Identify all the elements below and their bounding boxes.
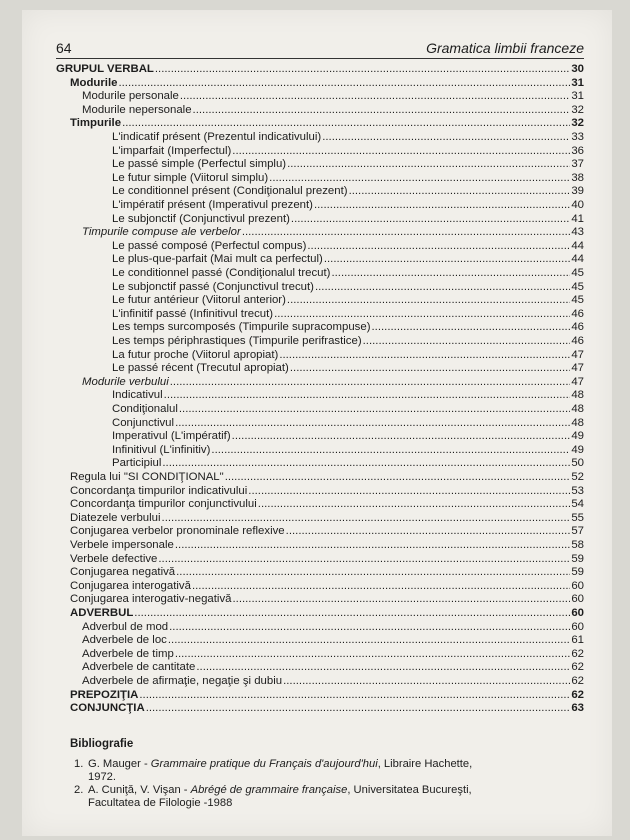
toc-entry-page: 33: [571, 131, 584, 143]
toc-entry: [82, 376, 584, 389]
dot-leader: [322, 131, 570, 144]
toc-entry-page: 54: [571, 498, 584, 511]
toc-entry-title: L'infinitif passé (Infinitivul trecut): [112, 307, 274, 320]
entry-author: A. Cuniţă, V. Vişan -: [88, 784, 191, 796]
toc-entry-title: Le futur antérieur (Viitorul anterior): [112, 294, 286, 307]
dot-leader: [122, 117, 570, 130]
toc-entry: [70, 580, 584, 593]
toc-entry: [70, 553, 584, 566]
toc-entry-title: Conjugarea verbelor pronominale reflexive: [70, 525, 285, 538]
toc-entry-title: Le passé simple (Perfectul simplu): [112, 158, 287, 171]
toc-entry: [112, 199, 584, 212]
toc-entry-page: 59: [571, 552, 584, 565]
toc-entry: [70, 607, 584, 620]
dot-leader: [232, 593, 570, 606]
dot-leader: [279, 349, 570, 362]
page-number: 64: [56, 40, 72, 56]
toc-entry-page: 62: [571, 688, 584, 701]
toc-entry-title: Adverbele de loc: [82, 634, 167, 647]
dot-leader: [162, 457, 570, 470]
entry-text: [88, 758, 588, 784]
toc-entry-title: L'imparfait (Imperfectul): [112, 144, 232, 157]
toc-entry-page: 60: [571, 620, 584, 633]
running-title: Gramatica limbii franceze: [426, 40, 584, 56]
dot-leader: [331, 267, 570, 280]
toc-entry-title: Concordanţa timpurilor indicativului: [70, 484, 248, 497]
toc-entry-page: 48: [571, 403, 584, 415]
toc-entry: [70, 566, 584, 579]
toc-entry: [82, 648, 584, 661]
toc-entry: [82, 621, 584, 634]
toc-entry-page: 40: [571, 199, 584, 211]
toc-entry-page: 63: [571, 702, 584, 715]
dot-leader: [314, 199, 570, 212]
toc-entry: [112, 403, 584, 416]
toc-entry: [82, 675, 584, 688]
toc-entry: [70, 471, 584, 484]
toc-entry-page: 55: [571, 511, 584, 524]
dot-leader: [248, 485, 570, 498]
toc-entry-page: 45: [571, 280, 584, 293]
dot-leader: [175, 539, 570, 552]
toc-entry-page: 46: [571, 321, 584, 334]
toc-entry-title: GRUPUL VERBAL: [56, 63, 154, 75]
dot-leader: [118, 77, 570, 90]
toc-entry: [112, 253, 584, 266]
toc-entry-title: Le passé composé (Perfectul compus): [112, 239, 307, 252]
toc-entry-title: Les temps périphrastiques (Timpurile perifrastice): [112, 335, 362, 347]
entry-work: Grammaire pratique du Français d'aujourd'hui: [150, 758, 378, 770]
dot-leader: [180, 90, 570, 103]
toc-entry-title: Condiţionalul: [112, 403, 178, 415]
toc-entry-page: 38: [571, 171, 584, 184]
dot-leader: [139, 689, 570, 702]
toc-entry-title: Le subjonctif passé (Conjunctivul trecut): [112, 280, 314, 293]
toc-entry-title: La futur proche (Viitorul apropiat): [112, 348, 279, 361]
toc-entry-page: 61: [571, 634, 584, 647]
toc-entry-page: 57: [571, 525, 584, 538]
toc-entry: [70, 512, 584, 525]
toc-entry-title: Conjugarea interogativ-negativă: [70, 593, 232, 606]
toc-entry-page: 47: [571, 375, 584, 388]
toc-entry-page: 62: [571, 647, 584, 660]
toc-entry: [112, 389, 584, 402]
toc-entry-page: 52: [571, 471, 584, 483]
toc-entry-title: Adverbele de afirmaţie, negaţie şi dubiu: [82, 675, 283, 687]
toc-entry-page: 50: [571, 457, 584, 470]
toc-entry-title: Timpurile compuse ale verbelor: [82, 226, 241, 239]
dot-leader: [269, 172, 570, 185]
dot-leader: [211, 444, 570, 457]
entry-work: Abrégé de grammaire française: [190, 784, 348, 796]
toc-entry: [112, 131, 584, 144]
dot-leader: [164, 389, 571, 402]
toc-entry-title: Verbele impersonale: [70, 539, 174, 551]
dot-leader: [258, 498, 571, 511]
toc-entry-title: Participiul: [112, 457, 162, 470]
entry-number: 2.: [74, 784, 84, 796]
dot-leader: [283, 675, 570, 688]
toc-entry-title: Le plus-que-parfait (Mai mult ca perfectul): [112, 253, 323, 266]
dot-leader: [179, 403, 570, 416]
toc-entry: [112, 240, 584, 253]
dot-leader: [286, 525, 571, 538]
dot-leader: [193, 104, 571, 117]
toc-entry-page: 49: [571, 443, 584, 456]
toc-entry: [112, 172, 584, 185]
toc-entry-page: 60: [571, 579, 584, 592]
toc-entry: [112, 267, 584, 280]
toc-entry-page: 48: [571, 416, 584, 429]
toc-entry-title: PREPOZIŢIA: [70, 688, 139, 701]
toc-entry-title: Conjugarea interogativă: [70, 579, 191, 592]
toc-entry: [70, 593, 584, 606]
toc-entry-title: Infinitivul (L'infinitiv): [112, 443, 211, 456]
toc-entry-page: 60: [571, 607, 584, 619]
toc-entry-title: Adverbul de mod: [82, 620, 169, 633]
toc-entry-title: Le futur simple (Viitorul simplu): [112, 171, 269, 184]
toc-entry: [112, 457, 584, 470]
dot-leader: [324, 253, 571, 266]
dot-leader: [363, 335, 571, 348]
dot-leader: [155, 63, 570, 76]
dot-leader: [169, 621, 570, 634]
toc-entry: [56, 63, 584, 76]
toc-entry-page: 31: [571, 90, 584, 103]
dot-leader: [291, 213, 570, 226]
dot-leader: [175, 417, 570, 430]
dot-leader: [196, 661, 570, 674]
toc-entry: [112, 308, 584, 321]
toc-entry: [112, 185, 584, 198]
toc-entry: [112, 158, 584, 171]
dot-leader: [134, 607, 570, 620]
toc-entry-title: L'indicatif présent (Prezentul indicativului): [112, 131, 322, 143]
toc-entry: [112, 145, 584, 158]
bibliography-title: Bibliografie: [70, 738, 134, 750]
toc-entry-page: 32: [571, 117, 584, 130]
toc-entry-title: Le conditionnel présent (Condiţionalul prezent): [112, 185, 348, 198]
dot-leader: [315, 281, 570, 294]
toc-entry-page: 39: [571, 185, 584, 198]
toc-entry-title: ADVERBUL: [70, 607, 134, 619]
dot-leader: [170, 376, 571, 389]
toc-entry-title: Concordanţa timpurilor conjunctivului: [70, 498, 257, 511]
toc-entry-title: L'impératif présent (Imperativul prezent): [112, 199, 313, 211]
toc-entry: [70, 702, 584, 715]
toc-entry-title: Timpurile: [70, 117, 122, 130]
toc-entry-page: 53: [571, 484, 584, 497]
toc-entry: [82, 90, 584, 103]
toc-entry-title: Modurile nepersonale: [82, 103, 192, 116]
dot-leader: [232, 145, 570, 158]
toc-entry-page: 31: [571, 76, 584, 89]
toc-entry: [112, 335, 584, 348]
dot-leader: [225, 471, 571, 484]
toc-entry-title: Conjunctivul: [112, 416, 175, 429]
toc-entry-page: 47: [571, 348, 584, 361]
toc-entry-page: 62: [571, 661, 584, 674]
toc-entry: [112, 444, 584, 457]
toc-entry: [112, 362, 584, 375]
toc-entry: [70, 539, 584, 552]
toc-entry: [70, 117, 584, 130]
dot-leader: [287, 158, 570, 171]
toc-entry-title: Modurile verbului: [82, 375, 169, 388]
toc-entry-page: 41: [571, 212, 584, 225]
toc-entry-page: 32: [571, 103, 584, 116]
toc-entry-page: 58: [571, 539, 584, 551]
toc-entry-title: Le passé récent (Trecutul apropiat): [112, 362, 289, 375]
toc-entry-title: Les temps surcomposés (Timpurile supracompuse): [112, 321, 371, 334]
toc-entry-title: Diatezele verbului: [70, 511, 161, 524]
toc-entry-page: 37: [571, 158, 584, 171]
toc-entry-title: Imperativul (L'impératif): [112, 430, 231, 443]
dot-leader: [146, 702, 571, 715]
header-rule: [56, 58, 584, 59]
toc-entry-page: 30: [571, 63, 584, 75]
dot-leader: [307, 240, 570, 253]
toc-entry-page: 46: [571, 307, 584, 320]
toc-entry: [70, 485, 584, 498]
entry-text: [88, 784, 588, 810]
dot-leader: [162, 512, 571, 525]
toc-entry: [70, 77, 584, 90]
toc-entry-title: Adverbele de timp: [82, 647, 174, 660]
dot-leader: [158, 553, 570, 566]
toc-entry-page: 44: [571, 239, 584, 252]
toc-entry: [112, 349, 584, 362]
entry-author: G. Mauger -: [88, 758, 151, 770]
toc-entry-page: 62: [571, 675, 584, 687]
toc-entry-title: Modurile: [70, 76, 118, 89]
toc-entry-title: Modurile personale: [82, 90, 179, 103]
toc-entry: [112, 430, 584, 443]
toc-entry-page: 45: [571, 267, 584, 279]
toc-entry: [70, 689, 584, 702]
toc-entry-page: 45: [571, 294, 584, 307]
dot-leader: [287, 294, 570, 307]
toc-entry-title: CONJUNCŢIA: [70, 702, 145, 715]
toc-entry: [82, 634, 584, 647]
toc-entry: [112, 281, 584, 294]
toc-entry-title: Verbele defective: [70, 552, 158, 565]
entry-number: 1.: [74, 758, 84, 770]
toc-entry-page: 44: [571, 253, 584, 266]
dot-leader: [168, 634, 570, 647]
dot-leader: [290, 362, 570, 375]
dot-leader: [175, 648, 571, 661]
toc-entry-page: 48: [571, 389, 584, 402]
toc-entry-title: Le conditionnel passé (Condiţionalul trecut): [112, 267, 331, 279]
dot-leader: [176, 566, 570, 579]
toc-entry-title: Conjugarea negativă: [70, 566, 176, 579]
toc-entry: [82, 104, 584, 117]
dot-leader: [349, 185, 571, 198]
entry-publisher: , Universitatea Bucureşti,: [347, 784, 472, 796]
toc-entry-page: 47: [571, 362, 584, 375]
toc-entry: [112, 417, 584, 430]
dot-leader: [274, 308, 570, 321]
dot-leader: [192, 580, 570, 593]
toc-entry-title: Indicativul: [112, 389, 163, 402]
toc-entry: [112, 213, 584, 226]
toc-entry-page: 36: [571, 144, 584, 157]
toc-entry: [112, 321, 584, 334]
toc-entry: [82, 661, 584, 674]
dot-leader: [242, 226, 571, 239]
toc-entry: [70, 498, 584, 511]
dot-leader: [232, 430, 571, 443]
toc-entry: [82, 226, 584, 239]
toc-entry-page: 49: [571, 430, 584, 443]
toc-entry-page: 43: [571, 226, 584, 239]
toc-entry-page: 60: [571, 593, 584, 606]
toc-entry-page: 46: [571, 335, 584, 347]
entry-line2: Facultatea de Filologie -1988: [88, 797, 233, 809]
toc-entry: [112, 294, 584, 307]
page-header: [56, 38, 584, 58]
toc-entry-title: Le subjonctif (Conjunctivul prezent): [112, 212, 290, 225]
dot-leader: [372, 321, 571, 334]
toc-entry: [70, 525, 584, 538]
toc-entry-title: Regula lui "SI CONDIŢIONAL": [70, 471, 224, 483]
entry-line2: 1972.: [88, 771, 116, 783]
toc-entry-title: Adverbele de cantitate: [82, 661, 196, 674]
toc-entry-page: 59: [571, 566, 584, 579]
entry-publisher: , Libraire Hachette,: [377, 758, 473, 770]
